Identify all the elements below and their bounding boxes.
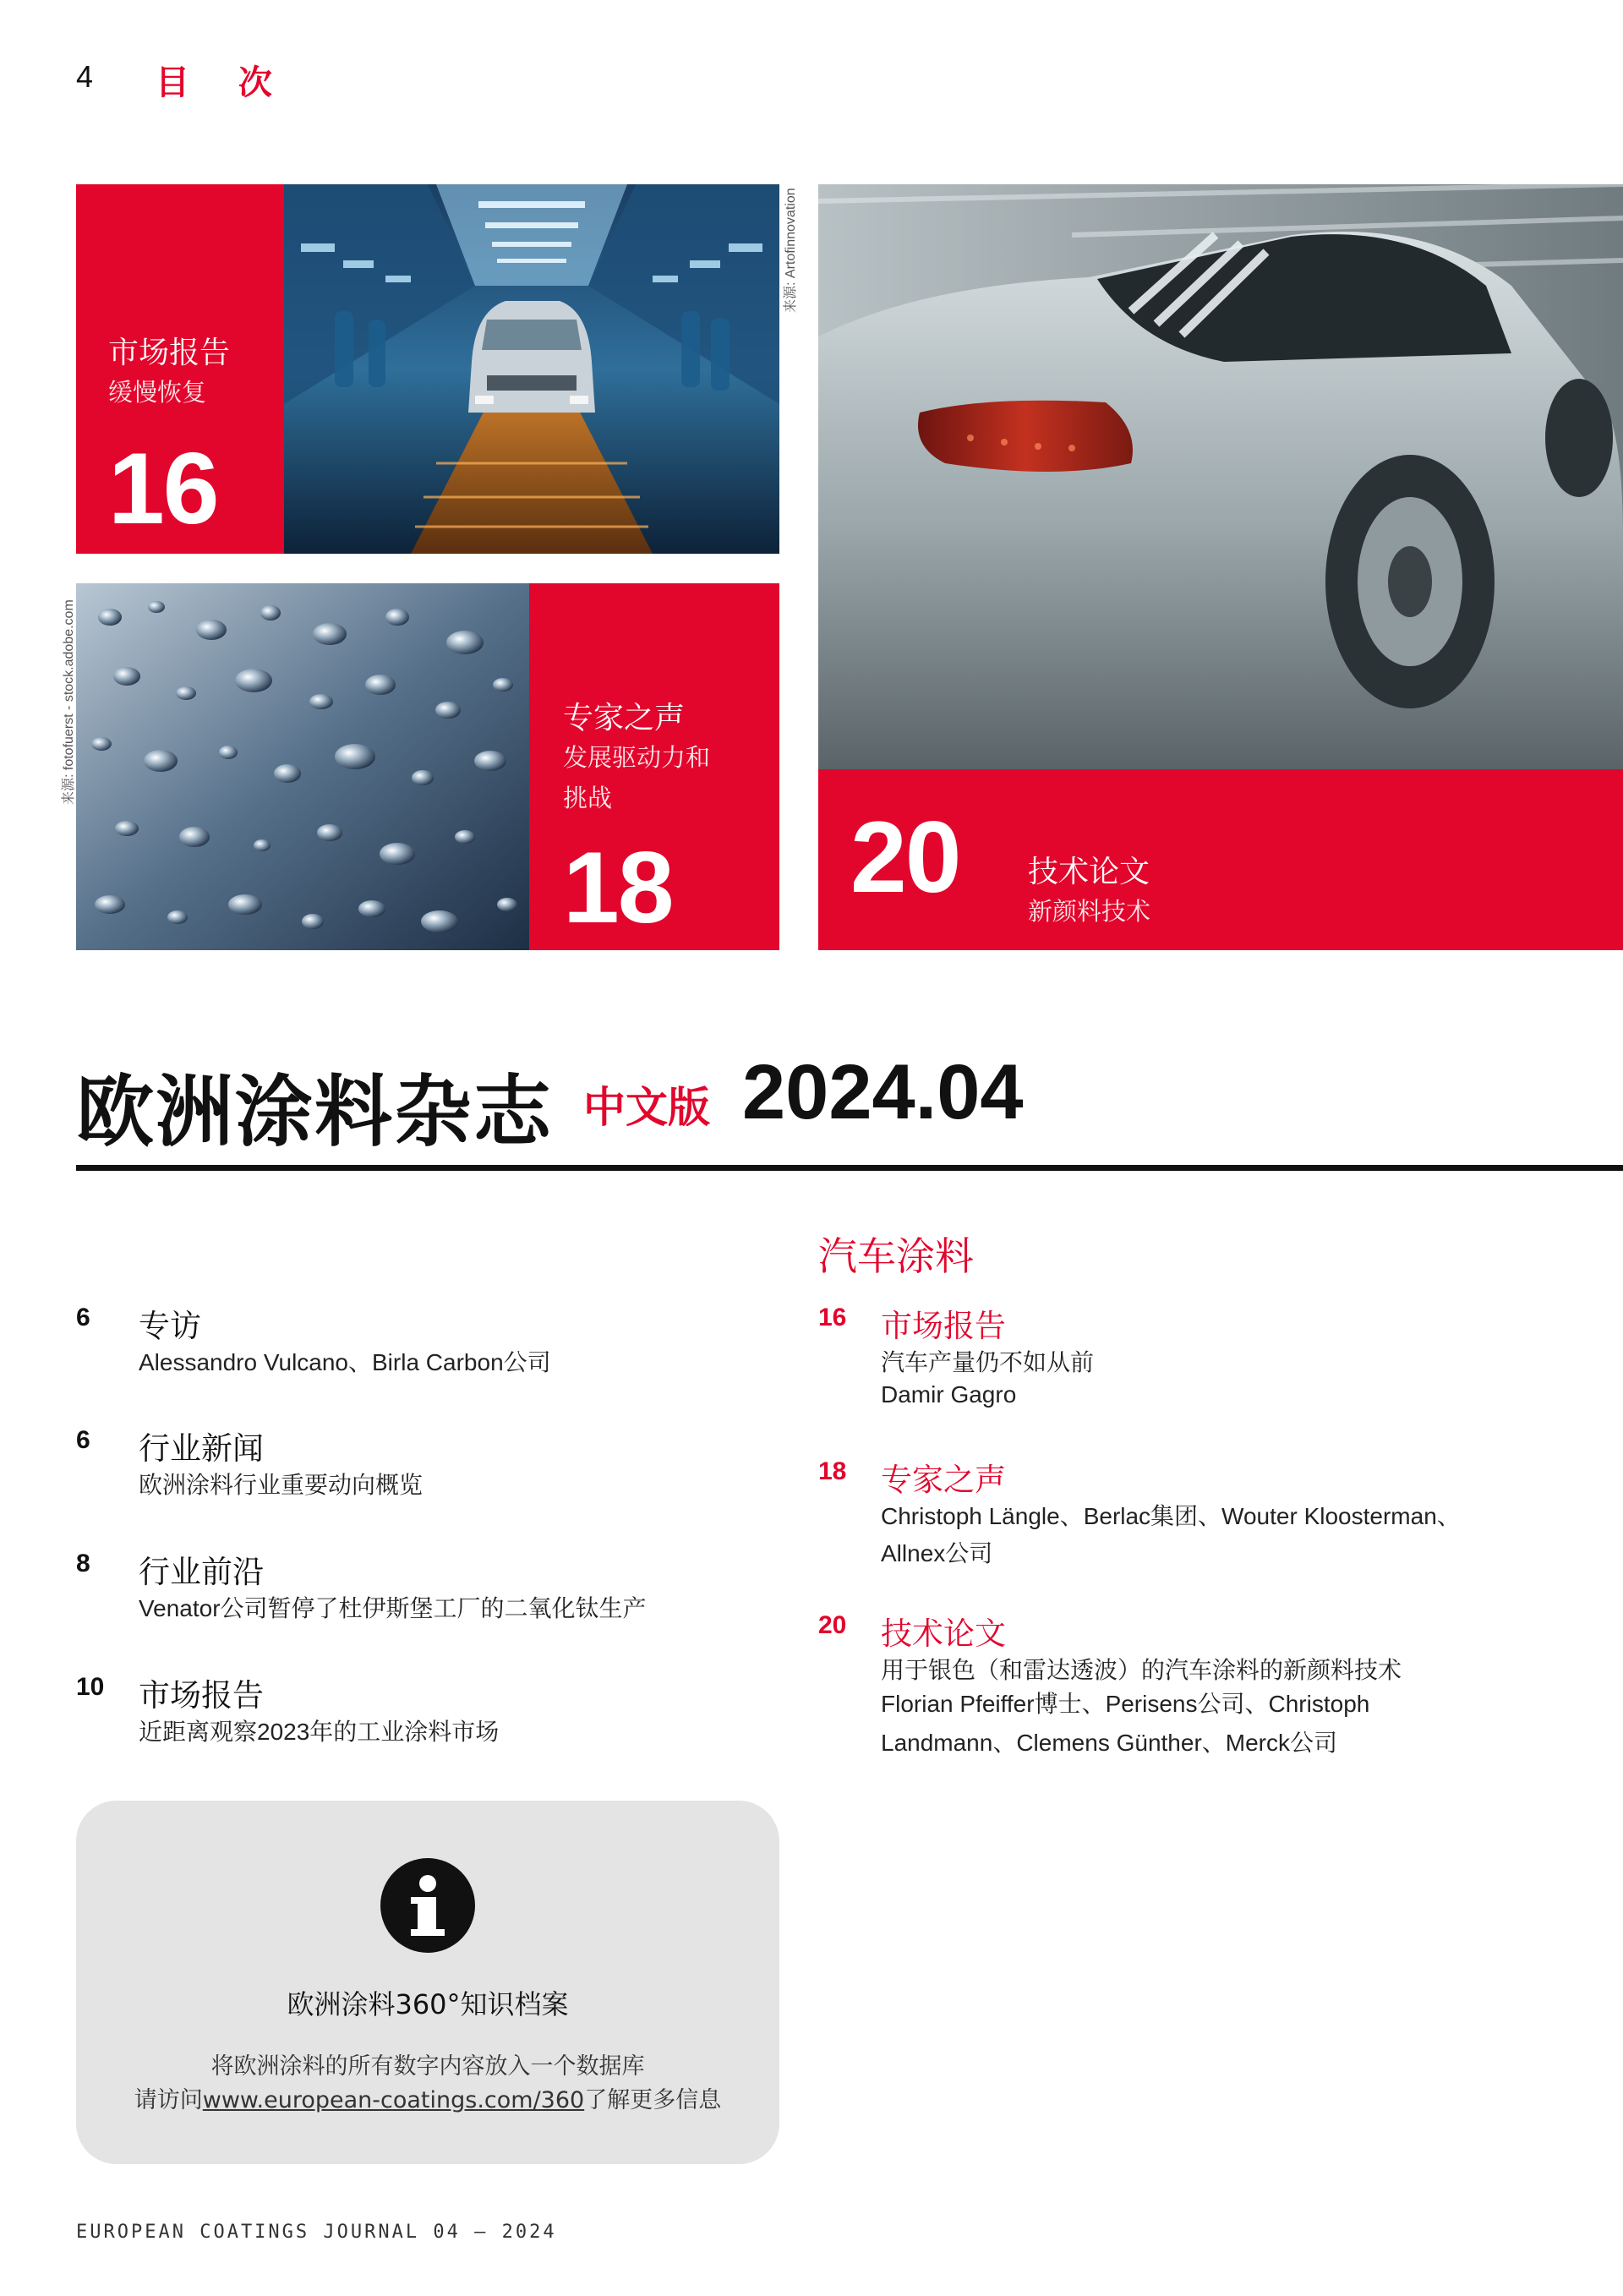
market-report-sub: 缓慢恢复 (108, 378, 207, 407)
entry-page-number: 20 (818, 1611, 847, 1639)
entry-page-number: 10 (76, 1673, 105, 1701)
info-line-2-suffix: 了解更多信息 (584, 2087, 722, 2113)
entry-heading: 专家之声 (881, 1462, 1006, 1498)
toc-entry[interactable] (76, 1670, 769, 1746)
entry-page-number: 18 (818, 1457, 847, 1485)
toc-entry[interactable] (76, 1546, 769, 1622)
info-link[interactable]: www.european-coatings.com/360 (202, 2087, 585, 2113)
entry-description: Venator公司暂停了杜伊斯堡工厂的二氧化钛生产 (139, 1595, 647, 1621)
entry-description: 用于银色（和雷达透波）的汽车涂料的新颜料技术 (881, 1657, 1402, 1683)
entry-heading: 市场报告 (881, 1308, 1006, 1344)
entry-description: 欧洲涂料行业重要动向概览 (139, 1472, 424, 1498)
entry-page-number: 6 (76, 1304, 90, 1331)
entry-heading: 专访 (139, 1308, 201, 1344)
market-report-heading: 市场报告 (108, 336, 231, 370)
tech-paper-page-number: 20 (850, 801, 960, 914)
entry-author: Florian Pfeiffer博士、Perisens公司、Christoph (881, 1691, 1370, 1717)
tech-paper-sub: 新颜料技术 (1028, 897, 1151, 926)
section-title-automotive: 汽车涂料 (818, 1233, 974, 1279)
toc-entry[interactable] (818, 1454, 1579, 1564)
expert-voice-sub-1: 发展驱动力和 (563, 743, 711, 772)
entry-page-number: 6 (76, 1426, 90, 1454)
market-report-panel[interactable] (76, 184, 284, 554)
entry-author: Damir Gagro (881, 1381, 1017, 1408)
toc-title: 目 次 (156, 63, 291, 102)
toc-entry[interactable] (76, 1423, 769, 1499)
entry-heading: 行业新闻 (139, 1430, 264, 1467)
expert-voice-heading: 专家之声 (563, 701, 686, 735)
entry-heading: 技术论文 (881, 1615, 1006, 1652)
expert-voice-page-number: 18 (563, 831, 673, 944)
entry-heading: 市场报告 (139, 1677, 264, 1714)
info-box (76, 1801, 779, 2164)
water-drops-image (76, 583, 529, 950)
entry-description: 汽车产量仍不如从前 (881, 1349, 1095, 1375)
edition-label: 中文版 (583, 1083, 710, 1132)
masthead-divider (76, 1165, 1623, 1171)
entry-heading: 行业前沿 (139, 1554, 264, 1590)
entry-author: Christoph Längle、Berlac集团、Wouter Kloosterman、 (881, 1503, 1461, 1529)
entry-description: Alessandro Vulcano、Birla Carbon公司 (139, 1349, 551, 1375)
toc-entry[interactable] (76, 1300, 769, 1376)
entry-page-number: 8 (76, 1550, 90, 1577)
entry-description: 近距离观察2023年的工业涂料市场 (139, 1719, 500, 1745)
info-title: 欧洲涂料360°知识档案 (287, 1988, 569, 2020)
entry-page-number: 16 (818, 1304, 847, 1331)
photo-credit-drops: 来源: fotofuerst - stock.adobe.com (62, 599, 76, 805)
page-number: 4 (76, 59, 94, 94)
issue-number: 2024.04 (742, 1049, 1024, 1135)
info-line-2-prefix: 请访问 (134, 2087, 203, 2113)
magazine-title: 欧洲涂料杂志 (76, 1067, 554, 1157)
factory-image (284, 184, 779, 554)
entry-author-cont: Allnex公司 (881, 1540, 993, 1566)
info-line-1: 将欧洲涂料的所有数字内容放入一个数据库 (210, 2053, 645, 2080)
market-report-page-number: 16 (108, 432, 218, 545)
expert-voice-panel[interactable] (529, 583, 779, 950)
toc-entry[interactable] (818, 1608, 1579, 1760)
toc-entry[interactable] (818, 1300, 1579, 1410)
entry-author-cont: Landmann、Clemens Günther、Merck公司 (881, 1730, 1337, 1756)
info-line-2 (76, 2081, 779, 2114)
expert-voice-sub-2: 挑战 (563, 784, 613, 812)
photo-credit-factory: 来源: Artofinnovation (784, 188, 798, 313)
tech-paper-panel[interactable] (818, 769, 1623, 950)
car-image (818, 184, 1623, 769)
footer-journal: EUROPEAN COATINGS JOURNAL 04 – 2024 (76, 2222, 557, 2243)
info-icon (380, 1858, 475, 1953)
tech-paper-heading: 技术论文 (1028, 855, 1150, 889)
